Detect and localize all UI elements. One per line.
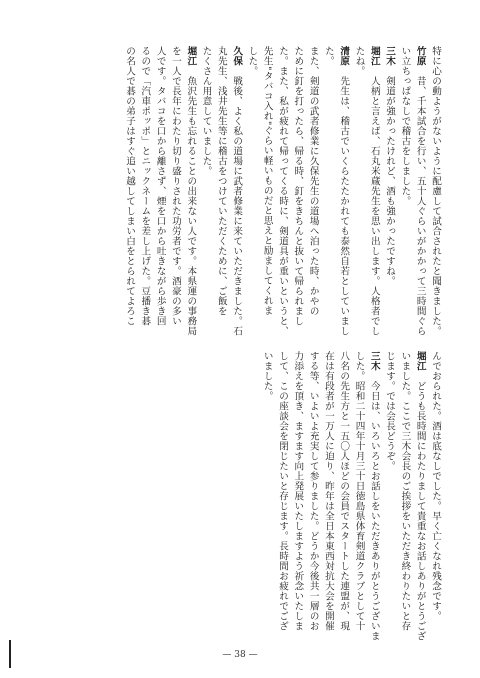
text-line [382, 46, 397, 318]
line-text: を一人で長年にわたり切り盛りされた功労者です。酒豪の多い [169, 46, 181, 326]
line-text: 戦後、よく私の道場に武者修業に来ていただきました。石 [231, 76, 243, 336]
speaker-name: 堀江 [414, 351, 426, 371]
line-text: 丸先生、浅井先生等に稽古をつけていただくために、ご飯を [215, 46, 227, 316]
text-line [382, 351, 397, 623]
lower-text-column-block [259, 351, 443, 641]
line-text: た。 [322, 46, 334, 66]
text-line [259, 351, 274, 623]
text-line [152, 46, 167, 326]
text-line [290, 351, 305, 631]
text-line [428, 46, 443, 336]
line-text: 先生"タバコ入れ"ぐらい軽いものだと思えと励ましてくれま [261, 46, 273, 316]
line-text: 人です。タバコを口から離さず、煙を口から吐きながら歩き回 [154, 46, 166, 326]
line-text: また、剣道の武者修業に久保先生の道場へ泊った時、かやの [307, 46, 319, 316]
text-line [428, 351, 443, 623]
text-line [290, 46, 305, 326]
line-text: 特に心の動ようがないように配慮して試合されたと聞きました。 [430, 46, 441, 336]
text-line [214, 46, 229, 318]
text-line [336, 351, 351, 631]
text-line [198, 46, 213, 318]
line-text: いました。 [261, 351, 273, 401]
text-line [351, 351, 366, 631]
text-line [168, 46, 183, 326]
line-text: たくさん用意していました。 [200, 46, 212, 176]
text-line [305, 351, 320, 631]
text-line [397, 46, 412, 318]
text-line [412, 46, 427, 336]
text-line [397, 351, 412, 631]
text-line [336, 46, 351, 336]
line-text: どうも長時間にわたりまして貴重なお話しありがとうござ [414, 381, 426, 641]
text-line [137, 46, 152, 326]
line-text: い立ちっぱなしで稽古をしました。 [399, 46, 411, 206]
line-text: 力添えを頂き、ますます向上発展いたしますよう祈念いたしま [292, 351, 304, 631]
line-text: 人柄と言えば、石丸米蔵先生を思い出します。人格者でし [368, 76, 380, 336]
text-line [367, 351, 382, 641]
line-text: じます。では会長どうぞ。 [384, 351, 396, 471]
upper-text-column-block [122, 46, 443, 336]
line-text: んでおられた。酒は底なしでした。早く亡くなれ残念です。 [430, 351, 441, 621]
line-text: 在は有段者が一万人に迫り、昨年は全日本東西対抗大会を開催 [322, 351, 334, 631]
line-text: の名人で碁の弟子はすぐ追い越してしまい白をとられてよろこ [124, 46, 136, 326]
text-line [321, 351, 336, 631]
line-text: する等、いよいよ充実して参りました。どうか今後共一層のお [307, 351, 319, 631]
text-line [183, 46, 198, 336]
edge-mark [9, 640, 11, 668]
text-line [367, 46, 382, 336]
line-text: 魚沢先生も忘れることの出来ない人です。本県運の事務局 [185, 76, 197, 336]
speaker-name: 堀江 [368, 46, 380, 66]
text-line [275, 351, 290, 631]
text-line [275, 46, 290, 336]
line-text: して、この座談会を閉じたいと存じます。長時間お疲れでござ [277, 351, 289, 631]
text-line [259, 46, 274, 318]
text-line [305, 46, 320, 318]
speaker-name: 竹原 [414, 46, 426, 66]
line-text: 八名の先生方と一五〇人ほどの会員でスタートした連盟が、現 [338, 351, 350, 631]
line-text: 今日は、いろいろとお話しをいただきありがとうございま [368, 381, 380, 641]
speaker-name: 三木 [368, 351, 380, 371]
speaker-name: 清原 [338, 46, 350, 66]
text-line [122, 46, 137, 326]
line-text: 昔、千本試合を行い、五十人ぐらいがかかって三時間ぐら [414, 76, 426, 336]
speaker-name: 三木 [384, 46, 396, 66]
line-text: いました。ここで三木会長のご挨拶をいただき終わりたいと存 [399, 351, 411, 631]
text-line [229, 46, 244, 336]
line-text: ために釘を打ったら、帰る時、釘をきちんと抜いて帰られまし [292, 46, 304, 326]
text-line [412, 351, 427, 641]
line-text: した。 [246, 46, 258, 76]
speaker-name: 久保 [231, 46, 243, 66]
line-text: した。昭和二十四年十月三十日徳島県体育剣道クラブとして十 [353, 351, 365, 631]
line-text: た。また、私が疲れて帰ってくる時に、剣道具が重いというと、 [277, 46, 289, 336]
line-text: たね。 [353, 46, 365, 76]
speaker-name: 堀江 [185, 46, 197, 66]
line-text: 剣道が強かったけれど、酒も強かったですね。 [384, 76, 396, 286]
text-line [351, 46, 366, 318]
line-text: るので「汽車ポッポ」とニックネームを差し上げた。豆播き碁 [139, 46, 151, 326]
text-line [244, 46, 259, 318]
text-line [321, 46, 336, 318]
page-number: — 38 — [222, 650, 258, 660]
line-text: 先生は、稽古でいくらたたかれても泰然自若としていまし [338, 76, 350, 336]
